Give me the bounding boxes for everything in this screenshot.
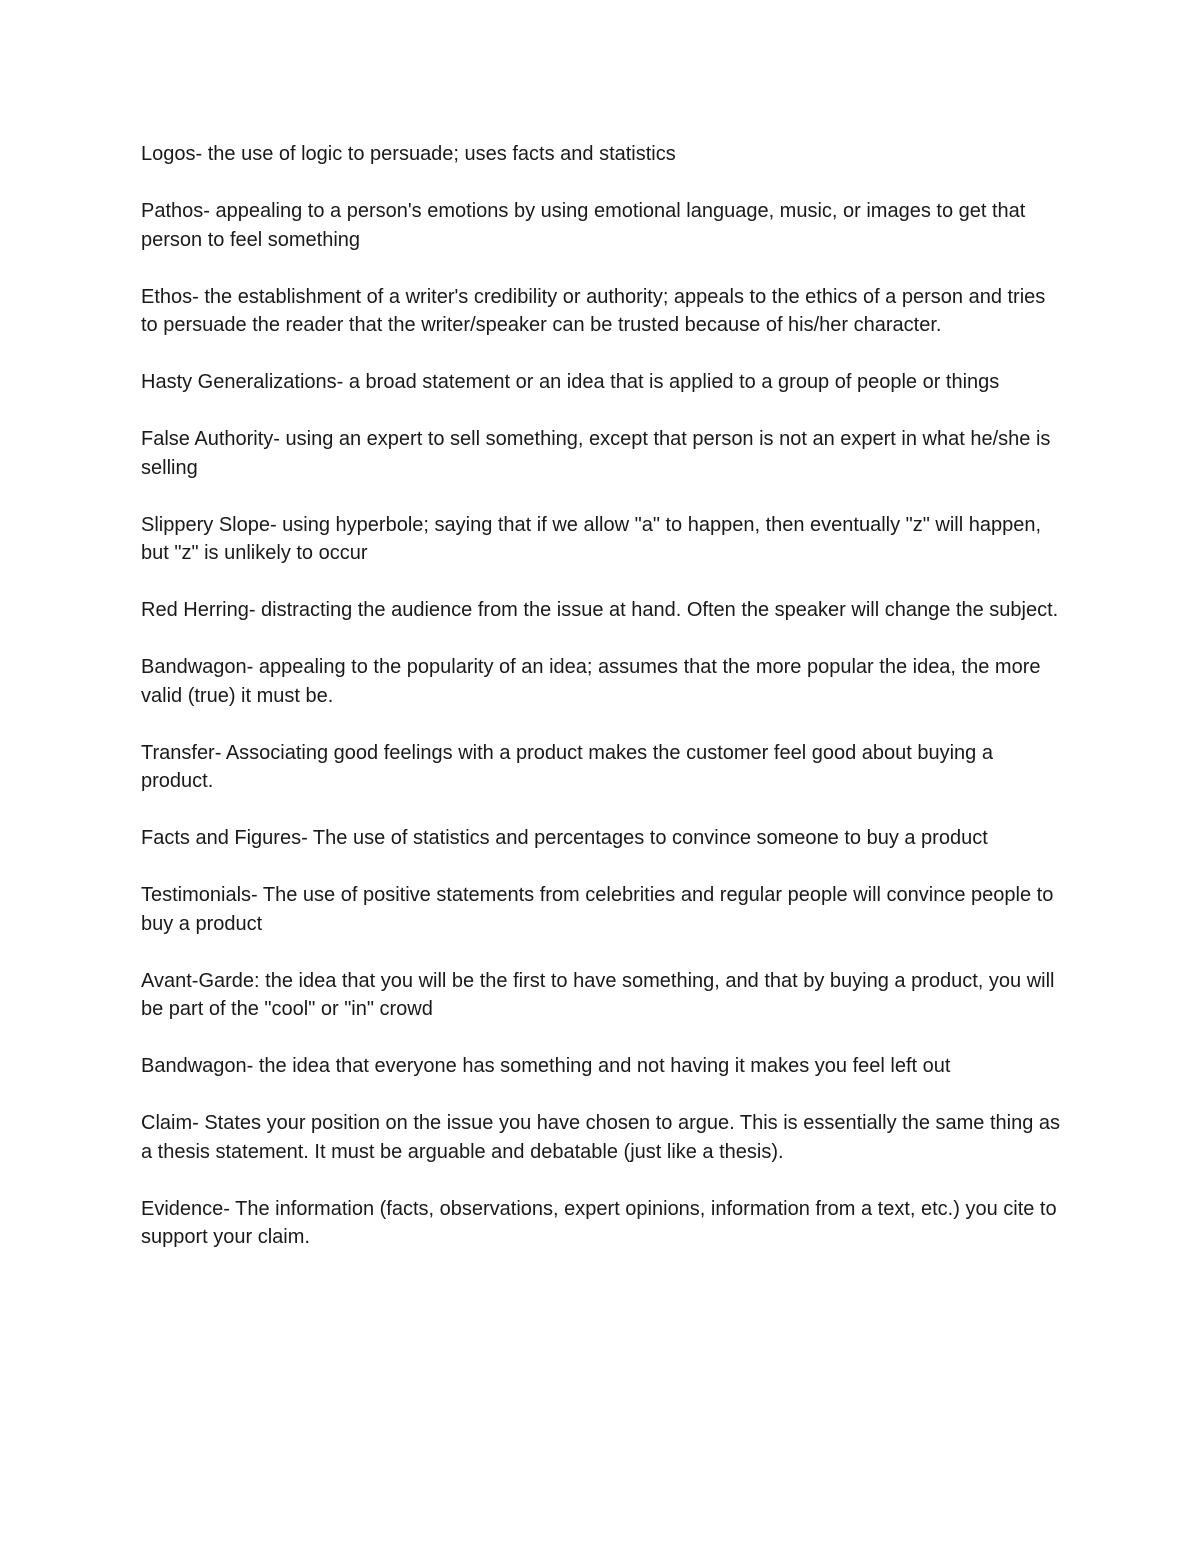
entry-false-authority: False Authority- using an expert to sell something, except that person is not an expert in what he/she is selling (141, 428, 1051, 479)
entry-transfer: Transfer- Associating good feelings with a product makes the customer feel good about buying a product. (141, 741, 993, 792)
entry-logos: Logos- the use of logic to persuade; uses facts and statistics (141, 143, 676, 165)
entry-claim: Claim- States your position on the issue you have chosen to argue. This is essentially the same thing as a thesis statement. It must be arguable and debatable (just like a thesis). (141, 1112, 1061, 1163)
entry-bandwagon-popularity: Bandwagon- appealing to the popularity of an idea; assumes that the more popular the idea, the more valid (true) it must be. (141, 656, 1041, 707)
entry-red-herring: Red Herring- distracting the audience from the issue at hand. Often the speaker will change the subject. (141, 599, 1059, 621)
document-body (141, 140, 1061, 1280)
entry-pathos: Pathos- appealing to a person's emotions by using emotional language, music, or images to get that person to feel something (141, 200, 1026, 251)
entry-facts-and-figures: Facts and Figures- The use of statistics and percentages to convince someone to buy a product (141, 827, 988, 849)
entry-hasty-generalizations: Hasty Generalizations- a broad statement or an idea that is applied to a group of people or things (141, 371, 1000, 393)
entry-bandwagon-left-out: Bandwagon- the idea that everyone has something and not having it makes you feel left out (141, 1055, 951, 1077)
entry-avant-garde: Avant-Garde: the idea that you will be the first to have something, and that by buying a product, you will be part of the "cool" or "in" crowd (141, 969, 1055, 1020)
entry-slippery-slope: Slippery Slope- using hyperbole; saying that if we allow "a" to happen, then eventually "z" will happen, but "z" is unlikely to occur (141, 513, 1042, 564)
entry-ethos: Ethos- the establishment of a writer's credibility or authority; appeals to the ethics of a person and tries to persuade the reader that the writer/speaker can be trusted because of his/her character. (141, 285, 1046, 336)
entry-evidence: Evidence- The information (facts, observations, expert opinions, information from a text, etc.) you cite to support your claim. (141, 1197, 1057, 1248)
entry-testimonials: Testimonials- The use of positive statements from celebrities and regular people will convince people to buy a product (141, 884, 1054, 935)
